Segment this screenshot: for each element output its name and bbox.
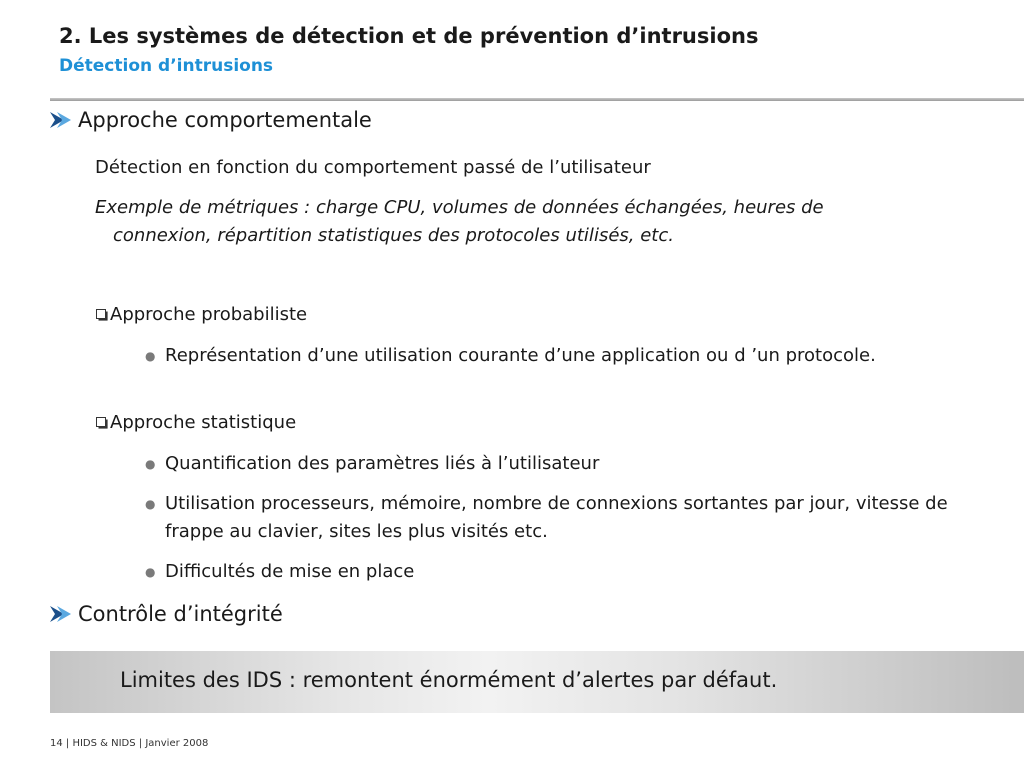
heading-integrity [50, 602, 283, 626]
checkbox-icon [96, 417, 108, 429]
list-item [145, 450, 965, 478]
slide-subtitle: Détection d’intrusions [59, 56, 274, 76]
blue-arrow-icon [50, 606, 72, 622]
list-item [145, 490, 965, 546]
list-item-text: Représentation d’une utilisation courante d’une application ou d ’un protocole. [165, 345, 876, 366]
heading-statistical-label: Approche statistique [110, 412, 297, 433]
behavioral-example-line1: Exemple de métriques : charge CPU, volumes de données échangées, heures de [95, 197, 824, 218]
behavioral-description: Détection en fonction du comportement passé de l’utilisateur [95, 157, 651, 178]
slide-title: 2. Les systèmes de détection et de prévention d’intrusions [59, 24, 759, 48]
heading-probabilistic [96, 304, 307, 325]
heading-behavioral [50, 108, 372, 132]
blue-arrow-icon [50, 112, 72, 128]
heading-integrity-label: Contrôle d’intégrité [78, 602, 283, 626]
list-item [145, 558, 965, 586]
callout-banner-text: Limites des IDS : remontent énormément d’alertes par défaut. [120, 668, 778, 692]
behavioral-example-line2: connexion, répartition statistiques des protocoles utilisés, etc. [113, 225, 674, 246]
behavioral-example [95, 194, 925, 250]
dot-bullet: ● [145, 565, 156, 579]
dot-bullet: ● [145, 349, 156, 363]
header-divider [50, 98, 1024, 101]
heading-statistical [96, 412, 296, 433]
callout-banner [50, 651, 1024, 713]
heading-behavioral-label: Approche comportementale [78, 108, 372, 132]
dot-bullet: ● [145, 457, 156, 471]
list-item-text: Quantification des paramètres liés à l’utilisateur [165, 453, 600, 474]
list-item-text: Utilisation processeurs, mémoire, nombre de connexions sortantes par jour, vitesse de frappe au clavier, sites les plus visités etc. [165, 493, 948, 542]
list-item-text: Difficultés de mise en place [165, 561, 415, 582]
slide-footer: 14 | HIDS & NIDS | Janvier 2008 [50, 738, 209, 749]
checkbox-icon [96, 309, 108, 321]
dot-bullet: ● [145, 497, 156, 511]
list-item [145, 342, 965, 370]
heading-probabilistic-label: Approche probabiliste [110, 304, 308, 325]
